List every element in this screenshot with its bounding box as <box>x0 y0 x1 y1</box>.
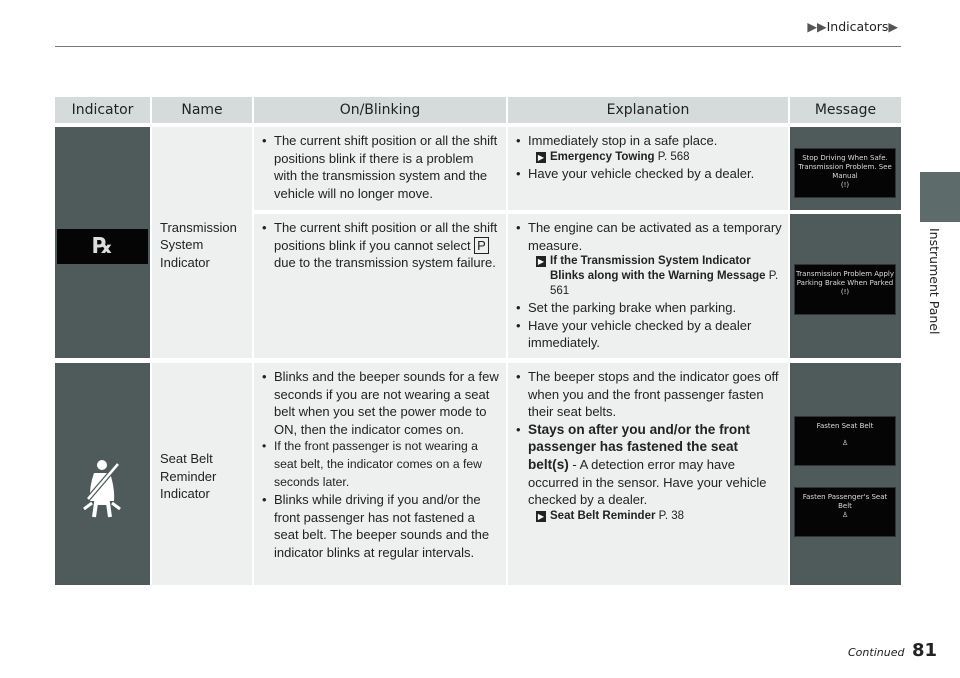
page-number: 81 <box>912 640 938 661</box>
transmission-explanation-2 <box>508 214 788 358</box>
bullet: • Set the parking brake when parking. <box>516 299 782 317</box>
transmission-message-cell-2 <box>790 214 901 358</box>
bullet: • Blinks while driving if you and/or the front passenger has not fastened a seat belt. The beeper sounds and the indicator blinks at regular intervals. <box>262 491 500 561</box>
header-rule <box>55 46 901 47</box>
bullet: • The beeper stops and the indicator goes off when you and the front passenger fasten their seat belts. <box>516 368 782 421</box>
seatbelt-on <box>254 363 506 585</box>
seatbelt-name-cell <box>152 363 252 585</box>
transmission-indicator-cell <box>55 127 150 358</box>
breadcrumb-indicators[interactable]: Indicators <box>826 19 889 34</box>
transmission-indicator-icon: ℞ <box>57 229 148 264</box>
transmission-on-2 <box>254 214 506 358</box>
message-screen: Fasten Seat Belt ♙ <box>794 416 896 466</box>
bullet: • Blinks and the beeper sounds for a few seconds if you are not wearing a seat belt when you set the power mode to ON, then the indicator comes on. <box>262 368 500 438</box>
bullet: • Have your vehicle checked by a dealer. <box>516 165 782 183</box>
col-header-on-blinking: On/Blinking <box>254 97 506 123</box>
bullet: • Stays on after you and/or the front passenger has fastened the seat belt(s) - A detection error may have occurred in the sensor. Have your vehicle checked by a dealer. <box>516 421 782 509</box>
seatbelt-icon <box>82 459 124 519</box>
transmission-name: Transmission System Indicator <box>160 219 237 270</box>
ref-seat-belt-reminder[interactable]: ▶ Seat Belt Reminder P. 38 <box>516 509 782 524</box>
col-header-name: Name <box>152 97 252 123</box>
transmission-name-cell <box>152 127 252 358</box>
col-header-message: Message <box>790 97 901 123</box>
col-header-explanation: Explanation <box>508 97 788 123</box>
warning-gear-icon: (!) <box>840 181 850 189</box>
seatbelt-message-cell <box>790 363 901 585</box>
bullet: • If the front passenger is not wearing a seat belt, the indicator comes on a few seconds later. <box>262 438 500 491</box>
bullet: • The current shift position or all the shift positions blink if you cannot select P due to the transmission system failure. <box>262 219 500 272</box>
bullet: • Have your vehicle checked by a dealer immediately. <box>516 317 782 352</box>
transmission-on-1 <box>254 127 506 210</box>
warning-gear-icon: (!) <box>840 288 850 296</box>
message-screen: Fasten Passenger's Seat Belt ♙ <box>794 487 896 537</box>
seatbelt-explanation <box>508 363 788 585</box>
ref-transmission-indicator[interactable]: ▶ If the Transmission System Indicator Blinks along with the Warning Message P. 561 <box>516 254 782 299</box>
side-tab-label: Instrument Panel <box>927 228 942 335</box>
seatbelt-small-icon: ♙ <box>841 511 849 519</box>
seatbelt-name: Seat Belt Reminder Indicator <box>160 451 217 502</box>
seatbelt-small-icon: ♙ <box>841 439 849 447</box>
seatbelt-indicator-cell <box>55 363 150 585</box>
bullet: • Immediately stop in a safe place. <box>516 132 782 150</box>
bullet: • The engine can be activated as a temporary measure. <box>516 219 782 254</box>
transmission-message-cell-1 <box>790 127 901 210</box>
side-tab[interactable] <box>920 172 960 222</box>
col-header-indicator: Indicator <box>55 97 150 123</box>
continued-label: Continued <box>848 646 905 659</box>
message-screen: Transmission Problem Apply Parking Brake When Parked (!) <box>794 264 896 315</box>
ref-emergency-towing[interactable]: ▶ Emergency Towing P. 568 <box>516 150 782 165</box>
transmission-explanation-1 <box>508 127 788 210</box>
bullet: • The current shift position or all the shift positions blink if there is a problem with the transmission system and the vehicle will no longer move. <box>262 132 500 202</box>
p-key: P <box>474 237 489 254</box>
breadcrumb: ▶▶Indicators▶ <box>807 19 898 34</box>
message-screen: Stop Driving When Safe. Transmission Problem. See Manual (!) <box>794 148 896 198</box>
